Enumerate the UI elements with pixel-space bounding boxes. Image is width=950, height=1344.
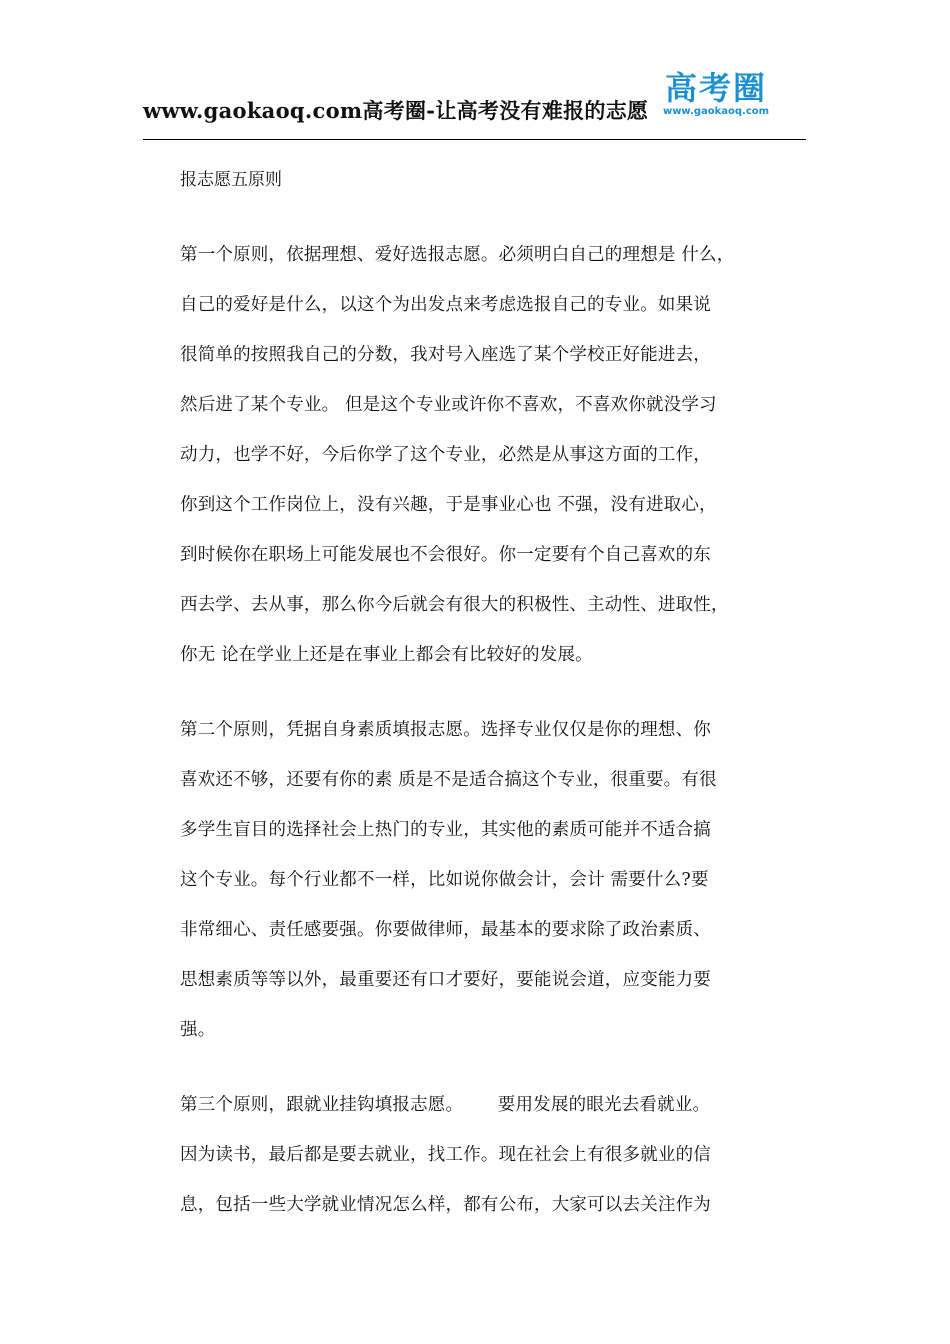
logo-url: www.gaokaoq.com [662,106,770,117]
paragraph-line: 然后进了某个专业。 但是这个专业或许你不喜欢，不喜欢你就没学习 [180,395,717,415]
paragraph-line: 西去学、去从事，那么你今后就会有很大的积极性、主动性、进取性， [180,595,729,615]
paragraph-line: 你到这个工作岗位上，没有兴趣，于是事业心也 不强，没有进取心， [180,495,717,515]
gaokaoq-logo [652,68,780,126]
paragraph-line: 强。 [180,1020,216,1040]
paragraph-line: 息，包括一些大学就业情况怎么样，都有公布，大家可以去关注作为 [180,1195,711,1215]
paragraph-line: 多学生盲目的选择社会上热门的专业，其实他的素质可能并不适合搞 [180,820,711,840]
paragraph-line: 第二个原则，凭据自身素质填报志愿。选择专业仅仅是你的理想、你 [180,720,711,740]
logo-text: 高考圈 [664,69,767,107]
paragraph-line: 动力，也学不好，今后你学了这个专业，必然是从事这方面的工作， [180,445,711,465]
paragraph-line: 第三个原则，跟就业挂钩填报志愿。 要用发展的眼光去看就业。 [180,1095,711,1115]
paragraph-line: 很简单的按照我自己的分数，我对号入座选了某个学校正好能进去， [180,345,711,365]
paragraph-line: 自己的爱好是什么，以这个为出发点来考虑选报自己的专业。如果说 [180,295,711,315]
paragraph-line: 第一个原则，依据理想、爱好选报志愿。必须明白自己的理想是 什么， [180,245,735,265]
site-title: www.gaokaoq.com高考圈-让高考没有难报的志愿 [143,98,649,123]
paragraph-line: 因为读书，最后都是要去就业，找工作。现在社会上有很多就业的信 [180,1145,711,1165]
paragraph-line: 这个专业。每个行业都不一样，比如说你做会计，会计 需要什么?要 [180,870,709,890]
paragraph-line: 喜欢还不够，还要有你的素 质是不是适合搞这个专业，很重要。有很 [180,770,717,790]
paragraph-line: 非常细心、责任感要强。你要做律师，最基本的要求除了政治素质、 [180,920,711,940]
header-divider [143,139,806,140]
paragraph-line: 到时候你在职场上可能发展也不会很好。你一定要有个自己喜欢的东 [180,545,711,565]
document-title: 报志愿五原则 [180,170,282,190]
paragraph-line: 你无 论在学业上还是在事业上都会有比较好的发展。 [180,645,593,665]
paragraph-line: 思想素质等等以外，最重要还有口才要好，要能说会道，应变能力要 [180,970,711,990]
